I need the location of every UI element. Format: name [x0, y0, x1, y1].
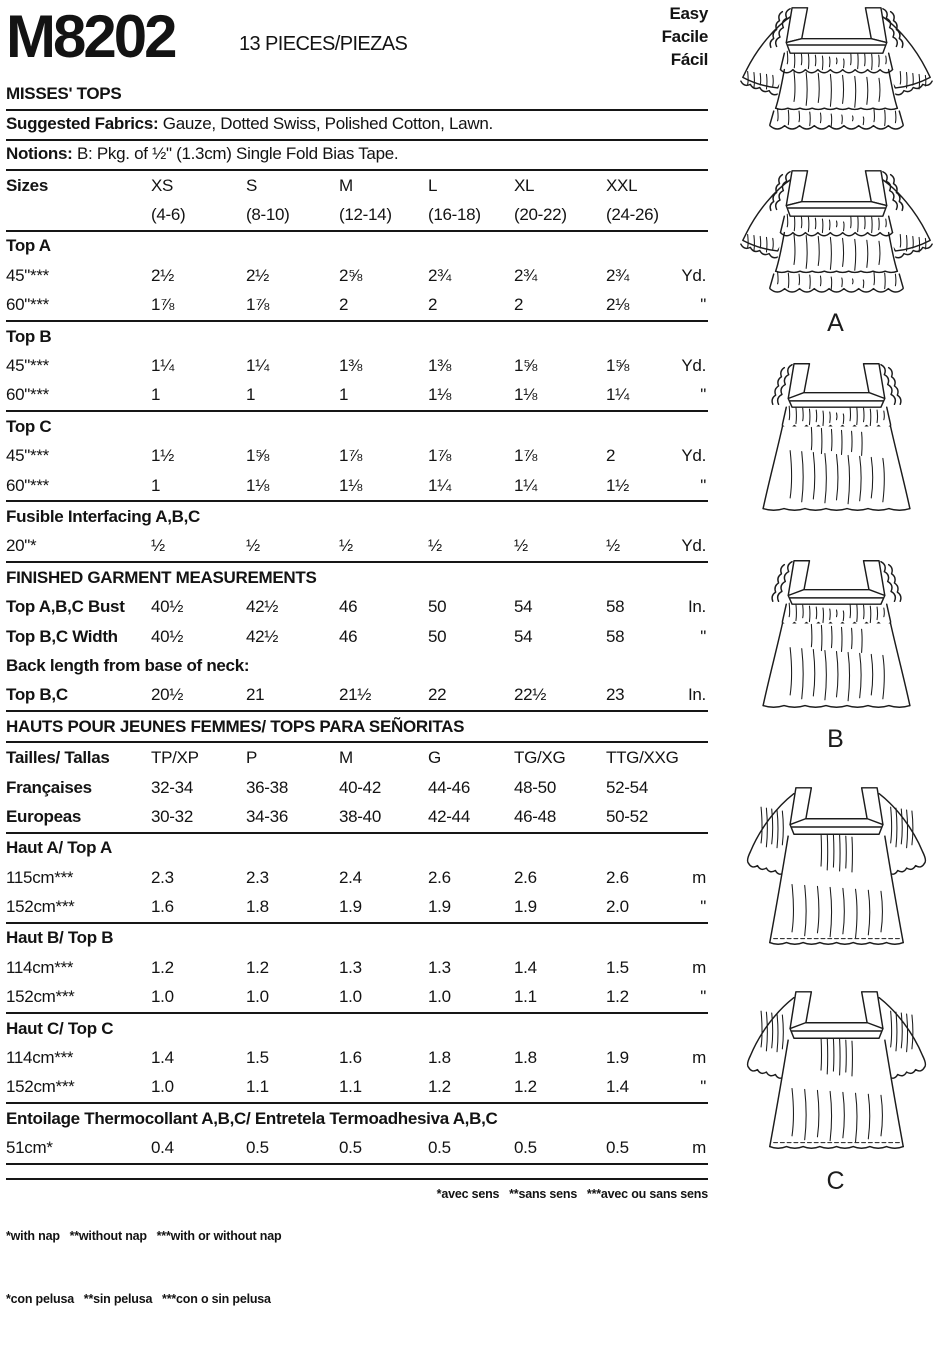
cell-value: 34-36 [246, 802, 339, 832]
row-label: Tailles/ Tallas [6, 748, 110, 768]
cell-value: 1.8 [428, 1048, 451, 1068]
cell-value: 58 [606, 597, 625, 617]
cell-value: ½ [246, 532, 339, 562]
cell-value: (20-22) [514, 200, 606, 230]
unit-cell: Yd. [668, 532, 708, 562]
cell-value: 2.6 [514, 867, 537, 887]
cell-value: 1¼ [428, 471, 514, 501]
unit-cell: m [692, 957, 706, 977]
cell-value: 2 [606, 446, 616, 466]
cell-value: G [428, 748, 441, 768]
cell-value: 1.0 [428, 983, 514, 1013]
cell-value: 2⅝ [339, 265, 363, 285]
cell-value: 1 [246, 381, 339, 411]
difficulty-fr: Facile [661, 27, 708, 46]
view-b-label: B [827, 725, 845, 753]
row-label: 45"*** [6, 356, 49, 376]
cell-value: 1.5 [606, 957, 629, 977]
cell-value: 2.6 [606, 867, 629, 887]
cell-value: ½ [606, 532, 668, 562]
footnote-english: *with nap **without nap ***with or without nap [6, 1228, 282, 1243]
view-c-front-drawing [734, 780, 939, 960]
view-a-front-drawing [734, 2, 939, 143]
cell-value: 22 [428, 681, 514, 711]
table-row [6, 983, 708, 1013]
cell-value: 1.6 [151, 892, 246, 922]
table-row [6, 953, 708, 982]
cell-value: 1½ [606, 471, 668, 501]
table-row [6, 1073, 708, 1103]
row-label: Françaises [6, 777, 92, 797]
cell-value: 2.4 [339, 867, 362, 887]
notions [6, 141, 708, 171]
cell-value: 1⅝ [606, 356, 630, 376]
cell-value: 1 [151, 471, 246, 501]
cell-value: P [246, 748, 258, 768]
header [6, 0, 708, 78]
cell-value: ½ [151, 532, 246, 562]
table-row [6, 291, 708, 321]
table-row [6, 171, 708, 200]
cell-value: 1⅛ [514, 381, 606, 411]
unit-cell: " [668, 381, 708, 411]
cell-value: 46-48 [514, 802, 606, 832]
cell-value: 1⅜ [339, 356, 363, 376]
section-title: Top A [6, 236, 51, 256]
cell-value: 1.4 [514, 957, 537, 977]
cell-value: 1⅛ [339, 471, 428, 501]
cell-value: 1.3 [339, 957, 362, 977]
suggested-fabrics [6, 111, 708, 141]
pieces-count: 13 PIECES/PIEZAS [239, 33, 408, 55]
cell-value: 54 [514, 597, 533, 617]
cell-value: 40½ [151, 626, 184, 646]
cell-value: 2½ [246, 265, 270, 285]
cell-value: 0.5 [339, 1134, 428, 1164]
unit-cell [668, 773, 708, 802]
cell-value: 1.9 [606, 1048, 629, 1068]
view-a-label: A [827, 309, 845, 337]
suggested-fabrics-label: Suggested Fabrics: [6, 114, 159, 133]
section-title: Top B [6, 326, 52, 346]
cell-value: 1 [339, 381, 428, 411]
cell-value: 1.0 [246, 983, 339, 1013]
cell-value: XL [514, 175, 535, 195]
cell-value: 1.8 [514, 1048, 537, 1068]
cell-value: 1.4 [606, 1073, 668, 1103]
cell-value: 2½ [151, 265, 175, 285]
cell-value: 1.2 [151, 957, 174, 977]
table-row [6, 1043, 708, 1072]
row-label: Sizes [6, 175, 48, 195]
cell-value: 38-40 [339, 802, 428, 832]
cell-value: XXL [606, 175, 638, 195]
cell-value: 2¾ [606, 265, 630, 285]
row-label: 60"*** [6, 291, 151, 321]
difficulty-badge [662, 2, 708, 71]
unit-cell: In. [687, 597, 706, 617]
footnote-french: *avec sens **sans sens ***avec ou sans sens [436, 1186, 708, 1201]
cell-value: 32-34 [151, 777, 193, 797]
cell-value: 1.5 [246, 1048, 269, 1068]
cell-value: 0.5 [514, 1134, 606, 1164]
table-row [6, 1134, 708, 1164]
table-row [6, 381, 708, 411]
row-label: Top B,C Width [6, 626, 118, 646]
table-row [6, 892, 708, 922]
table-row [6, 681, 708, 711]
unit-cell [668, 802, 708, 832]
row-label: 45"*** [6, 446, 49, 466]
footnotes-en-es [6, 1184, 281, 1352]
cell-value: 2 [514, 291, 606, 321]
cell-value: TP/XP [151, 748, 199, 768]
row-label: 114cm*** [6, 957, 74, 977]
cell-value: 2.3 [246, 867, 269, 887]
section-title: Back length from base of neck: [6, 655, 250, 675]
row-label: Top B,C [6, 681, 151, 711]
cell-value: 1.1 [514, 983, 606, 1013]
cell-value: 40½ [151, 597, 184, 617]
cell-value: 1⅛ [428, 381, 514, 411]
cell-value: L [428, 175, 438, 195]
unit-cell: " [668, 892, 708, 922]
cell-value: 0.5 [606, 1134, 668, 1164]
yardage-table [6, 171, 708, 1165]
cell-value: 30-32 [151, 802, 246, 832]
unit-cell [668, 171, 708, 200]
unit-cell: m [668, 1134, 708, 1164]
cell-value: 1⅞ [428, 446, 452, 466]
table-row [6, 802, 708, 832]
cell-value: 23 [606, 681, 668, 711]
cell-value: TG/XG [514, 748, 566, 768]
row-label: 60"*** [6, 471, 151, 501]
difficulty-en: Easy [669, 4, 708, 23]
unit-cell: " [668, 1073, 708, 1103]
row-label: 115cm*** [6, 867, 74, 887]
view-b-front-drawing [734, 356, 939, 525]
difficulty-es: Fácil [670, 50, 708, 69]
cell-value: 1.2 [606, 983, 668, 1013]
unit-cell: Yd. [681, 356, 706, 376]
cell-value: 2⅛ [606, 291, 668, 321]
cell-value: 2.0 [606, 892, 668, 922]
cell-value: 1.3 [428, 957, 451, 977]
unit-cell: " [668, 983, 708, 1013]
row-label: 20"* [6, 532, 151, 562]
section-title: FINISHED GARMENT MEASUREMENTS [6, 567, 317, 587]
cell-value: 42-44 [428, 802, 514, 832]
pattern-number: M8202 [6, 3, 175, 70]
cell-value: 0.4 [151, 1134, 246, 1164]
cell-value: 20½ [151, 681, 246, 711]
cell-value: 52-54 [606, 777, 648, 797]
cell-value: 46 [339, 597, 358, 617]
cell-value: 21 [246, 681, 339, 711]
section-title-row [6, 923, 708, 953]
cell-value: 1⅛ [246, 471, 339, 501]
cell-value: 40-42 [339, 777, 381, 797]
cell-value: (16-18) [428, 200, 514, 230]
cell-value: 22½ [514, 681, 606, 711]
cell-value: 54 [514, 626, 533, 646]
cell-value: ½ [428, 532, 514, 562]
table-row [6, 200, 708, 230]
footnote-spanish: *con pelusa **sin pelusa ***con o sin pelusa [6, 1291, 271, 1306]
cell-value: 1.9 [428, 892, 514, 922]
cell-value: M [339, 175, 353, 195]
table-row [6, 261, 708, 290]
cell-value: 1.4 [151, 1048, 174, 1068]
cell-value: 1.0 [151, 983, 246, 1013]
suggested-fabrics-text: Gauze, Dotted Swiss, Polished Cotton, Lawn. [158, 114, 493, 133]
cell-value: 1¼ [514, 471, 606, 501]
section-title: Haut C/ Top C [6, 1018, 114, 1038]
section-title-row [6, 711, 708, 742]
notions-text: B: Pkg. of ½" (1.3cm) Single Fold Bias Tape. [72, 144, 399, 163]
cell-value: 2.3 [151, 867, 174, 887]
row-label: 114cm*** [6, 1048, 74, 1068]
table-row [6, 622, 708, 651]
table-row [6, 532, 708, 562]
cell-value: 1½ [151, 446, 175, 466]
section-title-row [6, 321, 708, 351]
cell-value: (12-14) [339, 200, 428, 230]
cell-value: 1⅞ [339, 446, 363, 466]
cell-value: 50-52 [606, 802, 668, 832]
unit-cell: Yd. [681, 265, 706, 285]
cell-value: 48-50 [514, 777, 556, 797]
view-c-label: C [826, 1167, 846, 1195]
table-row [6, 351, 708, 380]
cell-value: 1¼ [606, 381, 668, 411]
cell-value: 1.2 [428, 1073, 514, 1103]
row-label: 45"*** [6, 265, 49, 285]
cell-value: 2 [339, 291, 428, 321]
cell-value: (24-26) [606, 200, 668, 230]
cell-value: 21½ [339, 681, 428, 711]
cell-value: 1⅜ [428, 356, 452, 376]
cell-value: 1¼ [151, 356, 175, 376]
row-label: Europeas [6, 802, 151, 832]
row-label: 152cm*** [6, 983, 151, 1013]
section-title-row [6, 562, 708, 592]
cell-value: 36-38 [246, 777, 288, 797]
cell-value: XS [151, 175, 174, 195]
unit-cell: m [692, 1048, 706, 1068]
section-title: Entoilage Thermocollant A,B,C/ Entretela Termoadhesiva A,B,C [6, 1108, 498, 1128]
cell-value: 1¼ [246, 356, 270, 376]
unit-cell: " [700, 626, 706, 646]
section-title-row [6, 1103, 708, 1133]
cell-value: 58 [606, 626, 625, 646]
footnotes [6, 1178, 708, 1352]
cell-value: 1⅞ [514, 446, 538, 466]
section-title-row [6, 651, 708, 680]
section-title-row [6, 411, 708, 441]
section-title: Haut A/ Top A [6, 838, 112, 858]
cell-value: 1.1 [246, 1073, 339, 1103]
cell-value: 50 [428, 597, 447, 617]
view-b-illustration [720, 356, 952, 754]
cell-value: 1.0 [339, 983, 428, 1013]
cell-value: 0.5 [246, 1134, 339, 1164]
table-row [6, 592, 708, 621]
cell-value: 1.2 [246, 957, 269, 977]
unit-cell: " [668, 291, 708, 321]
notions-label: Notions: [6, 144, 73, 163]
cell-value: 1.6 [339, 1048, 362, 1068]
cell-value: 1.0 [151, 1073, 246, 1103]
section-title-row [6, 1013, 708, 1043]
table-row [6, 471, 708, 501]
cell-value: 1.9 [339, 892, 428, 922]
cell-value: 2¾ [428, 265, 452, 285]
view-a-back-drawing [734, 165, 939, 306]
unit-cell: Yd. [681, 446, 706, 466]
cell-value: 0.5 [428, 1134, 514, 1164]
row-label: 152cm*** [6, 892, 151, 922]
cell-value: TTG/XXG [606, 748, 679, 768]
cell-value: 42½ [246, 597, 279, 617]
view-c-back-drawing [734, 984, 939, 1164]
view-b-back-drawing [734, 553, 939, 722]
cell-value: 1.8 [246, 892, 339, 922]
table-row [6, 442, 708, 471]
cell-value: S [246, 175, 258, 195]
cell-value: 42½ [246, 626, 279, 646]
cell-value: 1.2 [514, 1073, 606, 1103]
cell-value: (8-10) [246, 200, 339, 230]
view-a-illustration [720, 2, 952, 338]
unit-cell: " [668, 471, 708, 501]
section-title-row [6, 833, 708, 863]
cell-value: 1.9 [514, 892, 606, 922]
row-label: 60"*** [6, 381, 151, 411]
cell-value: 44-46 [428, 777, 470, 797]
cell-value: ½ [514, 532, 606, 562]
cell-value: 1⅝ [514, 356, 538, 376]
cell-value: 2¾ [514, 265, 538, 285]
cell-value: 1⅞ [246, 291, 339, 321]
unit-cell: In. [668, 681, 708, 711]
section-title: Top C [6, 416, 52, 436]
unit-cell: m [692, 867, 706, 887]
table-row [6, 773, 708, 802]
garment-category: MISSES' TOPS [6, 78, 708, 111]
cell-value: 2 [428, 291, 514, 321]
cell-value: M [339, 748, 353, 768]
view-c-illustration [720, 780, 952, 1196]
cell-value: 1.1 [339, 1073, 428, 1103]
row-label: 152cm*** [6, 1073, 151, 1103]
cell-value: 1 [151, 381, 246, 411]
cell-value: 50 [428, 626, 447, 646]
cell-value: 46 [339, 626, 358, 646]
cell-value: 1⅞ [151, 291, 246, 321]
section-title: Haut B/ Top B [6, 928, 114, 948]
cell-value: 2.6 [428, 867, 451, 887]
row-label [6, 200, 151, 230]
table-row [6, 742, 708, 772]
cell-value: ½ [339, 532, 428, 562]
section-title: HAUTS POUR JEUNES FEMMES/ TOPS PARA SEÑORITAS [6, 711, 708, 742]
cell-value: 1⅝ [246, 446, 270, 466]
section-title: Fusible Interfacing A,B,C [6, 506, 201, 526]
section-title-row [6, 231, 708, 261]
table-row [6, 863, 708, 892]
row-label: 51cm* [6, 1134, 151, 1164]
unit-cell [668, 200, 708, 230]
cell-value: (4-6) [151, 200, 246, 230]
section-title-row [6, 501, 708, 531]
row-label: Top A,B,C Bust [6, 597, 125, 617]
